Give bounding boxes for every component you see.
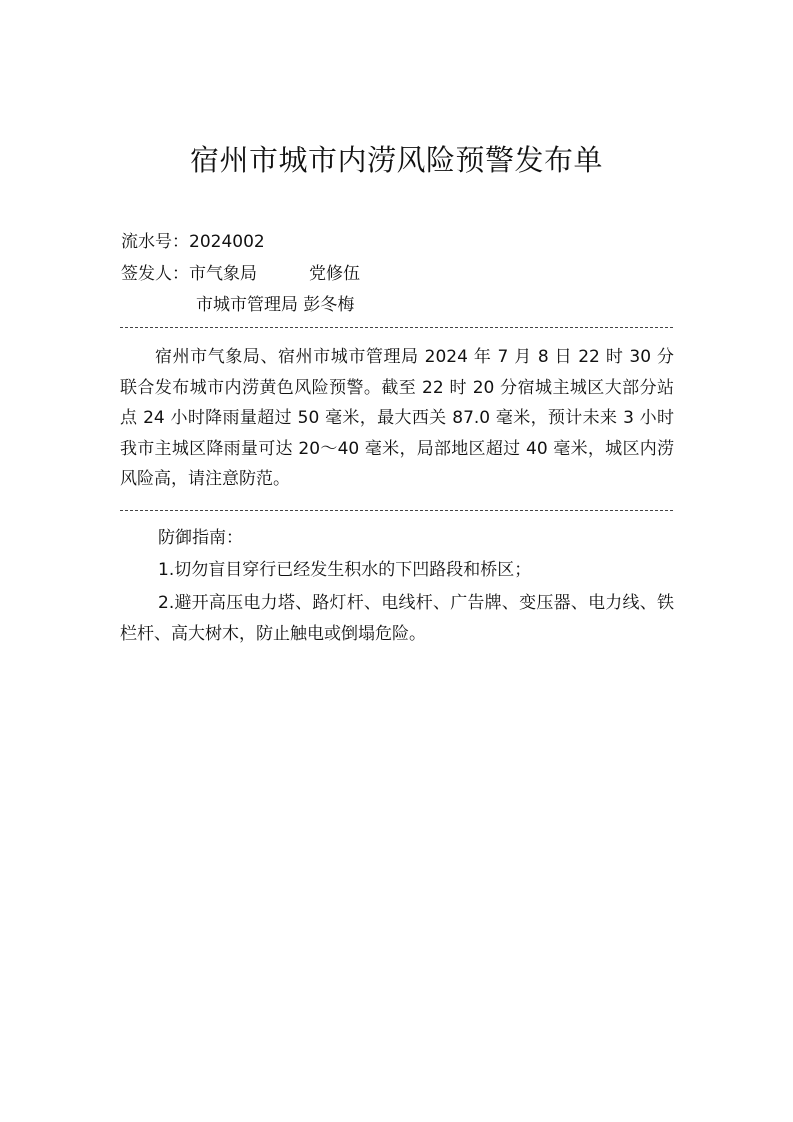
issuer-unit: 市气象局 [189, 264, 257, 284]
guide-item: 2.避开高压电力塔、路灯杆、电线杆、广告牌、变压器、电力线、铁栏杆、高大树木，防止触电或倒塌危险。 [120, 593, 674, 644]
notice-body: 宿州市气象局、宿州市城市管理局 2024 年 7 月 8 日 22 时 30 分联合发布城市内涝黄色风险预警。截至 22 时 20 分宿城主城区大部分站点 24 小时降雨量超过 50 毫米，最大西关 87.0 毫米，预计未来 3 小时我市主城区降雨量可达 20～40 毫米，局部地区超过 40 毫米，城区内涝风险高，请注意防范。 [120, 347, 674, 489]
dashed-divider [120, 327, 673, 328]
issuer-unit: 市城市管理局 [196, 295, 298, 315]
issuer-label: 签发人： [121, 264, 189, 284]
guide-heading: 防御指南： [158, 528, 243, 548]
serial-number-value: 2024002 [189, 232, 265, 252]
guide-item: 1.切勿盲目穿行已经发生积水的下凹路段和桥区； [158, 560, 532, 580]
issuer-person: 党修伍 [309, 264, 360, 284]
document-title: 宿州市城市内涝风险预警发布单 [189, 143, 603, 177]
serial-number-line [121, 229, 265, 255]
dashed-divider [120, 510, 673, 511]
issuer-line [121, 261, 360, 287]
issuer-line [196, 292, 354, 318]
serial-number-label: 流水号： [121, 232, 189, 252]
issuer-person: 彭冬梅 [303, 295, 355, 315]
